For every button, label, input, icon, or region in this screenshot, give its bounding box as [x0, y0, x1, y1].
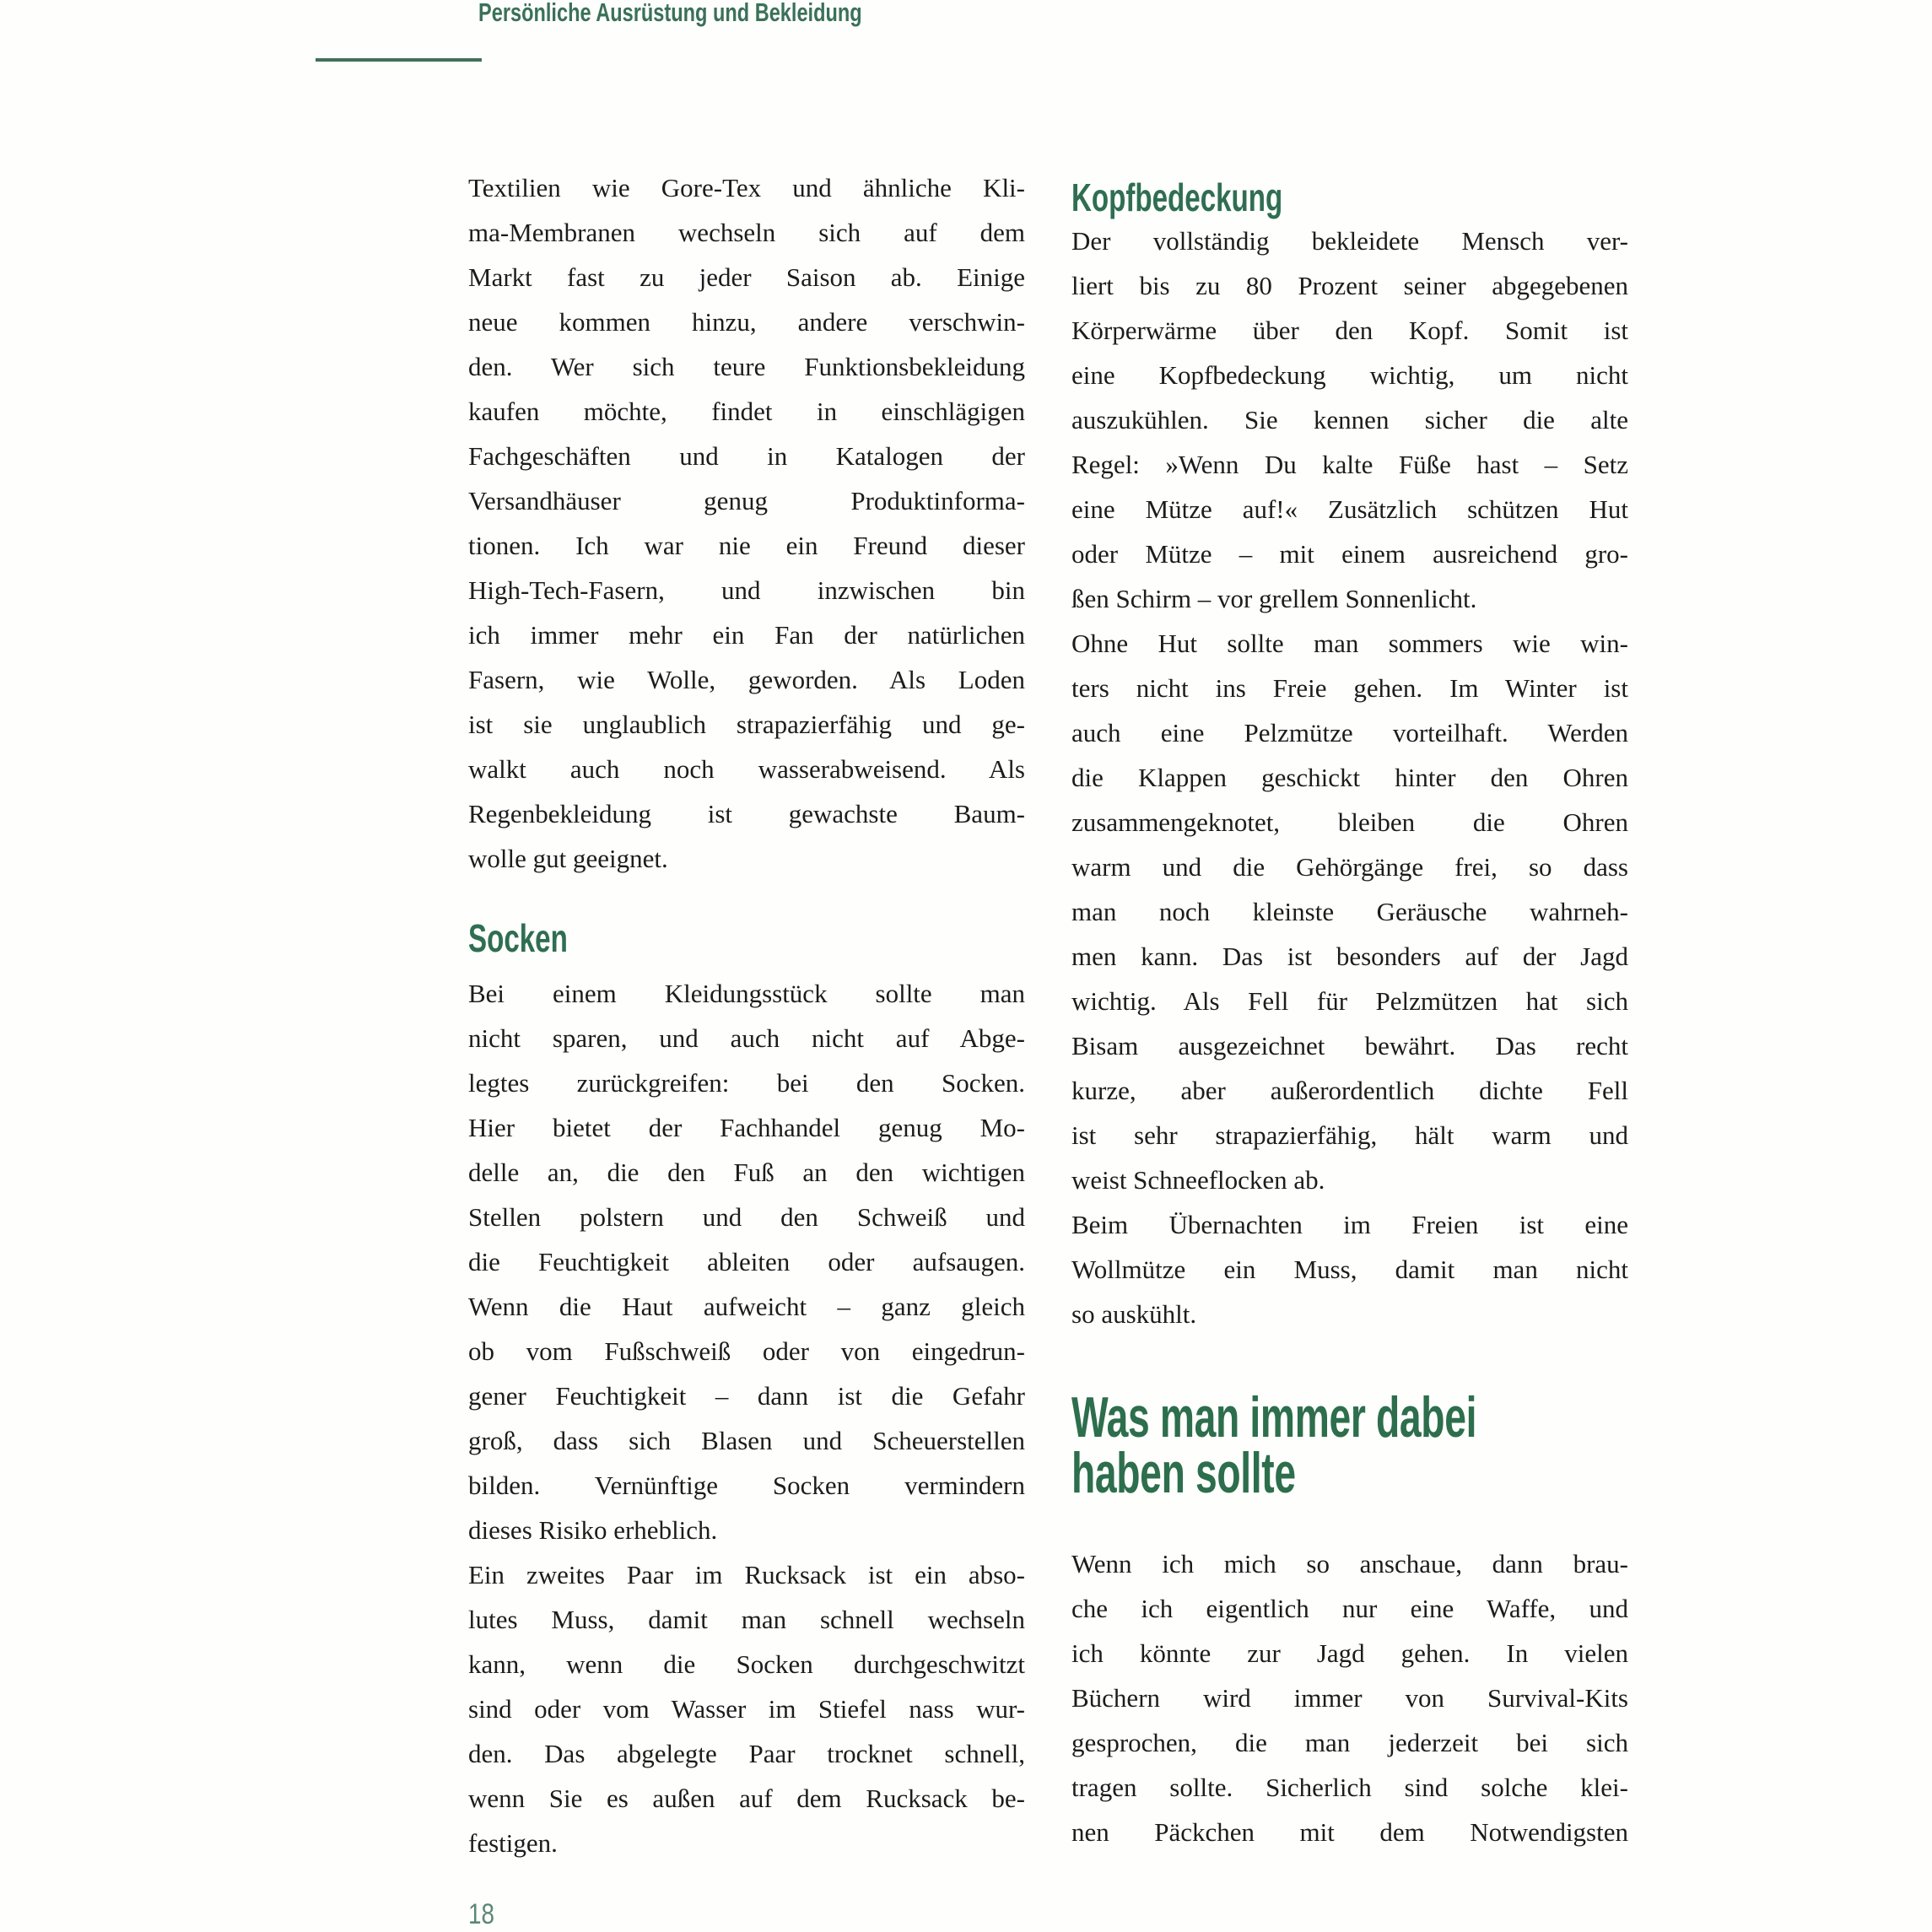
- chapter-heading-was-man: [1071, 1385, 1628, 1505]
- text-line: Regenbekleidung ist gewachste Baum-: [468, 799, 1025, 828]
- text-line: Wenn ich mich so anschaue, dann brau-: [1071, 1549, 1628, 1579]
- text-line: ßen Schirm – vor grellem Sonnenlicht.: [1071, 584, 1477, 613]
- header-rule: [316, 58, 482, 62]
- text-line: Hier bietet der Fachhandel genug Mo-: [468, 1113, 1025, 1142]
- text-line: Fachgeschäften und in Katalogen der: [468, 441, 1025, 471]
- text-line: bilden. Vernünftige Socken vermindern: [468, 1471, 1025, 1500]
- text-line: Regel: »Wenn Du kalte Füße hast – Setz: [1071, 450, 1628, 479]
- text-line: Wenn die Haut aufweicht – ganz gleich: [468, 1292, 1025, 1321]
- text-line: eine Mütze auf!« Zusätzlich schützen Hut: [1071, 494, 1628, 524]
- text-line: auch eine Pelzmütze vorteilhaft. Werden: [1071, 718, 1628, 747]
- text-line: dieses Risiko erheblich.: [468, 1515, 718, 1545]
- text-line: Der vollständig bekleidete Mensch ver-: [1071, 226, 1628, 256]
- section-heading-kopfbedeckung: Kopfbedeckung: [1071, 175, 1283, 219]
- text-line: ob vom Fußschweiß oder von eingedrun-: [468, 1336, 1025, 1366]
- paragraph-textilien: [468, 165, 1025, 881]
- text-line: man noch kleinste Geräusche wahrneh-: [1071, 897, 1628, 926]
- text-line: High-Tech-Fasern, und inzwischen bin: [468, 575, 1025, 605]
- text-line: ich könnte zur Jagd gehen. In vielen: [1071, 1638, 1628, 1668]
- text-line: ma-Membranen wechseln sich auf dem: [468, 218, 1025, 247]
- text-line: kann, wenn die Socken durchgeschwitzt: [468, 1649, 1025, 1679]
- text-line: tionen. Ich war nie ein Freund dieser: [468, 531, 1025, 560]
- text-line: zusammengeknotet, bleiben die Ohren: [1071, 807, 1628, 837]
- text-line: so auskühlt.: [1071, 1299, 1197, 1329]
- text-line: Bei einem Kleidungsstück sollte man: [468, 979, 1025, 1008]
- text-line: nicht sparen, und auch nicht auf Abge-: [468, 1023, 1025, 1053]
- text-line: ich immer mehr ein Fan der natürlichen: [468, 620, 1025, 650]
- text-line: Beim Übernachten im Freien ist eine: [1071, 1210, 1628, 1239]
- text-line: warm und die Gehörgänge frei, so dass: [1071, 852, 1628, 882]
- text-line: Markt fast zu jeder Saison ab. Einige: [468, 262, 1025, 292]
- text-line: Körperwärme über den Kopf. Somit ist: [1071, 316, 1628, 345]
- text-line: Bisam ausgezeichnet bewährt. Das recht: [1071, 1031, 1628, 1060]
- text-line: wolle gut geeignet.: [468, 844, 668, 873]
- text-line: tragen sollte. Sicherlich sind solche klei-: [1071, 1773, 1628, 1802]
- paragraph-kopfbedeckung-3: [1071, 1202, 1628, 1336]
- text-line: Fasern, wie Wolle, geworden. Als Loden: [468, 665, 1025, 694]
- paragraph-socken-1: [468, 971, 1025, 1552]
- paragraph-kopfbedeckung-1: [1071, 219, 1628, 621]
- text-line: Textilien wie Gore-Tex und ähnliche Kli-: [468, 173, 1025, 202]
- text-line: oder Mütze – mit einem ausreichend gro-: [1071, 539, 1628, 569]
- text-line: Ein zweites Paar im Rucksack ist ein abso-: [468, 1560, 1025, 1589]
- running-head: Persönliche Ausrüstung und Bekleidung: [478, 0, 862, 27]
- text-line: Ohne Hut sollte man sommers wie win-: [1071, 629, 1628, 658]
- text-line: wichtig. Als Fell für Pelzmützen hat sich: [1071, 986, 1628, 1016]
- chapter-heading-line-1: Was man immer dabei: [1071, 1385, 1477, 1449]
- text-line: kaufen möchte, findet in einschlägigen: [468, 397, 1025, 426]
- text-line: gesprochen, die man jederzeit bei sich: [1071, 1728, 1628, 1757]
- text-line: legtes zurückgreifen: bei den Socken.: [468, 1068, 1025, 1098]
- section-heading-socken: Socken: [468, 916, 568, 960]
- text-line: ist sie unglaublich strapazierfähig und ge-: [468, 710, 1025, 739]
- text-line: neue kommen hinzu, andere verschwin-: [468, 307, 1025, 337]
- page-number: 18: [468, 1898, 495, 1930]
- paragraph-socken-2: [468, 1552, 1025, 1865]
- text-line: die Feuchtigkeit ableiten oder aufsaugen.: [468, 1247, 1025, 1276]
- text-line: kurze, aber außerordentlich dichte Fell: [1071, 1076, 1628, 1105]
- text-line: delle an, die den Fuß an den wichtigen: [468, 1158, 1025, 1187]
- text-line: ist sehr strapazierfähig, hält warm und: [1071, 1120, 1628, 1150]
- paragraph-was-man: [1071, 1541, 1628, 1854]
- text-line: Wollmütze ein Muss, damit man nicht: [1071, 1255, 1628, 1284]
- text-line: Versandhäuser genug Produktinforma-: [468, 486, 1025, 515]
- text-line: liert bis zu 80 Prozent seiner abgegebenen: [1071, 271, 1628, 300]
- text-line: die Klappen geschickt hinter den Ohren: [1071, 763, 1628, 792]
- text-line: men kann. Das ist besonders auf der Jagd: [1071, 942, 1628, 971]
- text-line: ters nicht ins Freie gehen. Im Winter ist: [1071, 673, 1628, 703]
- text-line: che ich eigentlich nur eine Waffe, und: [1071, 1594, 1628, 1623]
- text-line: weist Schneeflocken ab.: [1071, 1165, 1325, 1195]
- text-line: lutes Muss, damit man schnell wechseln: [468, 1605, 1025, 1634]
- text-line: Büchern wird immer von Survival-Kits: [1071, 1683, 1628, 1713]
- text-line: nen Päckchen mit dem Notwendigsten: [1071, 1817, 1628, 1847]
- text-line: walkt auch noch wasserabweisend. Als: [468, 754, 1025, 784]
- text-line: auszukühlen. Sie kennen sicher die alte: [1071, 405, 1628, 434]
- text-line: den. Das abgelegte Paar trocknet schnell,: [468, 1739, 1025, 1768]
- chapter-heading-line-2: haben sollte: [1071, 1441, 1296, 1505]
- text-line: wenn Sie es außen auf dem Rucksack be-: [468, 1784, 1025, 1813]
- text-line: den. Wer sich teure Funktionsbekleidung: [468, 352, 1025, 381]
- text-line: gener Feuchtigkeit – dann ist die Gefahr: [468, 1381, 1025, 1411]
- paragraph-kopfbedeckung-2: [1071, 621, 1628, 1202]
- left-column: [468, 165, 1025, 1865]
- right-column: [1071, 165, 1628, 1854]
- text-line: eine Kopfbedeckung wichtig, um nicht: [1071, 360, 1628, 390]
- text-line: sind oder vom Wasser im Stiefel nass wur-: [468, 1694, 1025, 1724]
- text-line: Stellen polstern und den Schweiß und: [468, 1202, 1025, 1232]
- text-line: groß, dass sich Blasen und Scheuerstellen: [468, 1426, 1025, 1455]
- text-line: festigen.: [468, 1828, 558, 1858]
